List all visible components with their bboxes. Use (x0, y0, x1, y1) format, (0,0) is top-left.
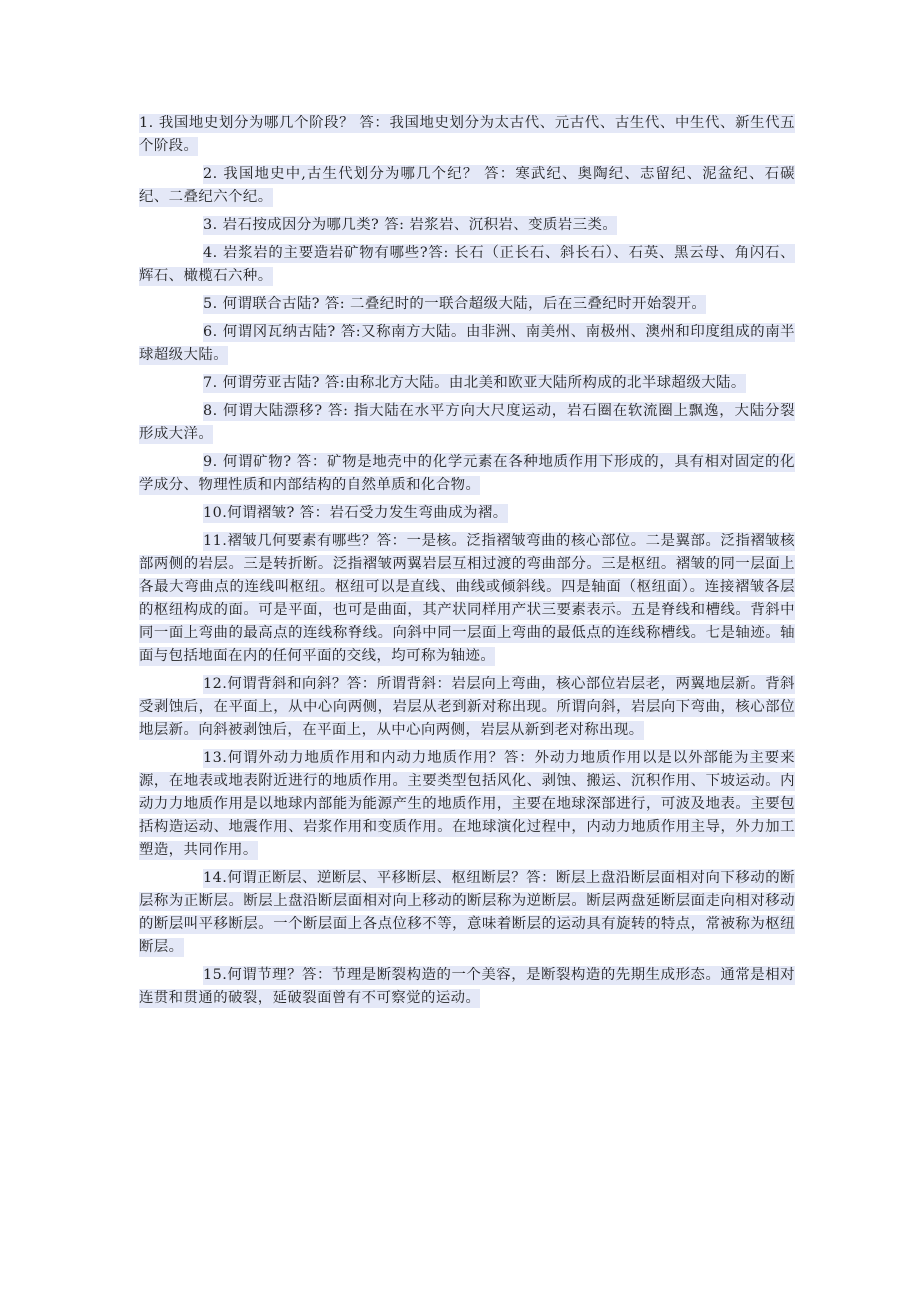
qa-item-8 (139, 400, 795, 446)
qa-item-8-text: 8. 何谓大陆漂移? 答: 指大陆在水平方向大尺度运动，岩石圈在软流圈上飘逸，大陆分裂形成大洋。 (139, 403, 795, 442)
document-page (139, 112, 795, 1015)
qa-item-1-text: 1. 我国地史划分为哪几个阶段？ 答：我国地史划分为太古代、元古代、古生代、中生代、新生代五个阶段。 (139, 115, 795, 154)
qa-item-7-text: 7. 何谓劳亚古陆? 答:由称北方大陆。由北美和欧亚大陆所构成的北半球超级大陆。 (203, 375, 746, 391)
qa-item-11 (139, 530, 795, 668)
qa-item-4-text: 4. 岩浆岩的主要造岩矿物有哪些?答: 长石（正长石、斜长石）、石英、黑云母、角闪石、辉石、橄榄石六种。 (139, 245, 795, 284)
qa-item-10 (139, 502, 795, 525)
qa-item-9 (139, 451, 795, 497)
qa-item-6-text: 6. 何谓冈瓦纳古陆? 答:又称南方大陆。由非洲、南美州、南极州、澳州和印度组成的南半球超级大陆。 (139, 324, 795, 363)
qa-item-15-text: 15.何谓节理？答：节理是断裂构造的一个美容，是断裂构造的先期生成形态。通常是相对连贯和贯通的破裂，延破裂面曾有不可察觉的运动。 (139, 967, 795, 1006)
qa-item-12 (139, 673, 795, 742)
qa-item-2-text: 2. 我国地史中,古生代划分为哪几个纪？ 答：寒武纪、奥陶纪、志留纪、泥盆纪、石碳纪、二叠纪六个纪。 (139, 166, 795, 205)
qa-item-3-text: 3. 岩石按成因分为哪几类? 答: 岩浆岩、沉积岩、变质岩三类。 (203, 217, 618, 233)
qa-item-11-text: 11.褶皱几何要素有哪些？答：一是核。泛指褶皱弯曲的核心部位。二是翼部。泛指褶皱核部两侧的岩层。三是转折断。泛指褶皱两翼岩层互相过渡的弯曲部分。三是枢纽。褶皱的同一层面上各最大弯曲点的连线叫枢纽。枢纽可以是直线、曲线或倾斜线。四是轴面（枢纽面）。连接褶皱各层的枢纽构成的面。可是平面，也可是曲面，其产状同样用产状三要素表示。五是脊线和槽线。背斜中同一面上弯曲的最高点的连线称脊线。向斜中同一层面上弯曲的最低点的连线称槽线。七是轴迹。轴面与包括地面在内的任何平面的交线，均可称为轴迹。 (139, 533, 795, 664)
qa-item-2 (139, 163, 795, 209)
qa-item-13-text: 13.何谓外动力地质作用和内动力地质作用？答：外动力地质作用以是以外部能为主要来源，在地表或地表附近进行的地质作用。主要类型包括风化、剥蚀、搬运、沉积作用、下坡运动。内动力力地质作用是以地球内部能为能源产生的地质作用，主要在地球深部进行，可波及地表。主要包括构造运动、地震作用、岩浆作用和变质作用。在地球演化过程中，内动力地质作用主导，外力加工塑造，共同作用。 (139, 750, 795, 858)
qa-item-13 (139, 747, 795, 862)
qa-item-14 (139, 867, 795, 959)
qa-item-1 (139, 112, 795, 158)
qa-item-7 (139, 372, 795, 395)
qa-item-12-text: 12.何谓背斜和向斜？答：所谓背斜：岩层向上弯曲，核心部位岩层老，两翼地层新。背斜受剥蚀后，在平面上，从中心向两侧，岩层从老到新对称出现。所谓向斜，岩层向下弯曲，核心部位地层新。向斜被剥蚀后，在平面上，从中心向两侧，岩层从新到老对称出现。 (139, 676, 795, 738)
qa-item-14-text: 14.何谓正断层、逆断层、平移断层、枢纽断层？答：断层上盘沿断层面相对向下移动的断层称为正断层。断层上盘沿断层面相对向上移动的断层称为逆断层。断层两盘延断层面走向相对移动的断层叫平移断层。一个断层面上各点位移不等，意味着断层的运动具有旋转的特点，常被称为枢纽断层。 (139, 870, 795, 955)
qa-item-6 (139, 321, 795, 367)
qa-item-9-text: 9. 何谓矿物? 答：矿物是地壳中的化学元素在各种地质作用下形成的，具有相对固定的化学成分、物理性质和内部结构的自然单质和化合物。 (139, 454, 795, 493)
qa-item-3 (139, 214, 795, 237)
qa-item-10-text: 10.何谓褶皱? 答：岩石受力发生弯曲成为褶。 (203, 505, 508, 521)
qa-item-5-text: 5. 何谓联合古陆? 答: 二叠纪时的一联合超级大陆，后在三叠纪时开始裂开。 (203, 296, 707, 312)
qa-item-4 (139, 242, 795, 288)
qa-item-15 (139, 964, 795, 1010)
qa-item-5 (139, 293, 795, 316)
